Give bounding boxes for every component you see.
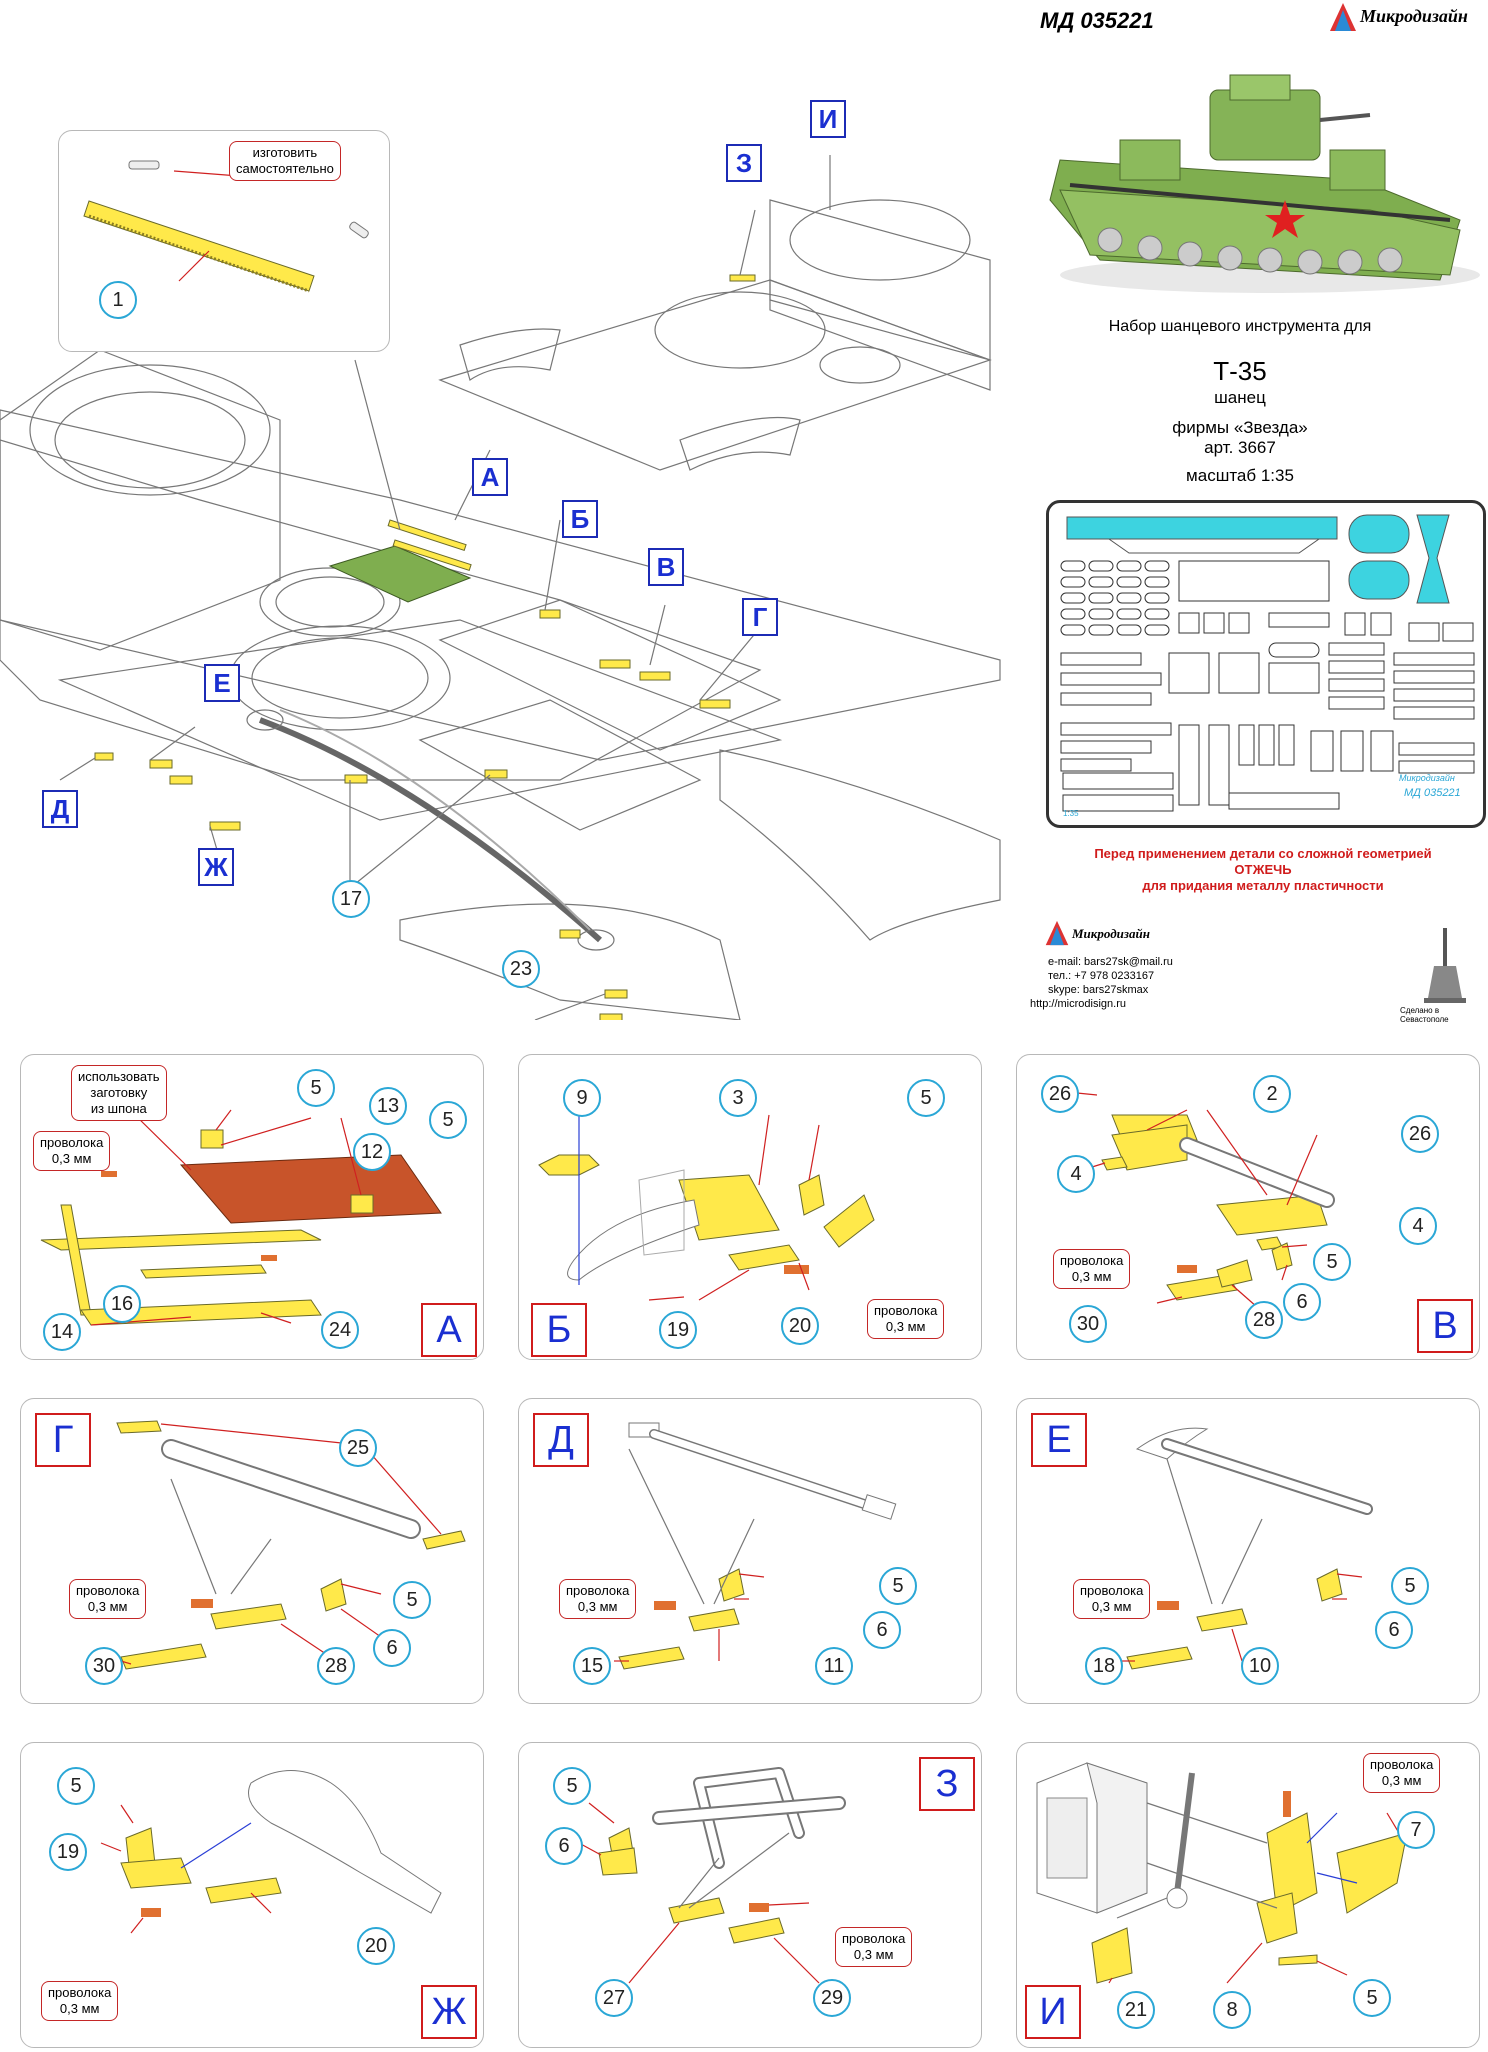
part-number: 12 bbox=[353, 1133, 391, 1171]
part-number: 7 bbox=[1397, 1811, 1435, 1849]
part-number: 13 bbox=[369, 1087, 407, 1125]
part-number: 26 bbox=[1041, 1075, 1079, 1113]
part-number: 19 bbox=[659, 1311, 697, 1349]
part-number: 5 bbox=[429, 1101, 467, 1139]
part-number: 5 bbox=[879, 1567, 917, 1605]
panel-A bbox=[20, 1054, 484, 1360]
part-number: 3 bbox=[719, 1079, 757, 1117]
part-number: 6 bbox=[1283, 1283, 1321, 1321]
part-number: 27 bbox=[595, 1979, 633, 2017]
part-number: 5 bbox=[297, 1069, 335, 1107]
callout-Z: З bbox=[726, 144, 762, 182]
part-number: 18 bbox=[1085, 1647, 1123, 1685]
part-number: 6 bbox=[373, 1629, 411, 1667]
part-number: 5 bbox=[393, 1581, 431, 1619]
panel-letter: З bbox=[919, 1757, 975, 1811]
part-number: 16 bbox=[103, 1285, 141, 1323]
warning-line-1: Перед применением детали со сложной геометрией bbox=[1094, 846, 1432, 861]
etch-fret bbox=[1046, 500, 1486, 828]
article-code: МД 035221 bbox=[1040, 8, 1154, 33]
panel-letter: Б bbox=[531, 1303, 587, 1357]
warning-line-2: ОТЖЕЧЬ bbox=[1234, 862, 1292, 877]
scale: масштаб 1:35 bbox=[1186, 466, 1294, 485]
wire-note: проволока 0,3 мм bbox=[69, 1579, 146, 1619]
kit-subtitle: шанец bbox=[1214, 388, 1266, 407]
part-number: 29 bbox=[813, 1979, 851, 2017]
panel-E bbox=[1016, 1398, 1480, 1704]
sevastopol-monument-icon bbox=[1420, 926, 1470, 1006]
wire-note: проволока 0,3 мм bbox=[835, 1927, 912, 1967]
panel-letter: Д bbox=[533, 1413, 589, 1467]
wire-note: проволока 0,3 мм bbox=[1363, 1753, 1440, 1793]
tank-photo bbox=[1040, 70, 1480, 300]
part-number: 5 bbox=[553, 1767, 591, 1805]
part-number: 11 bbox=[815, 1647, 853, 1685]
warning-line-3: для придания металлу пластичности bbox=[1142, 878, 1384, 893]
contact-phone: тел.: +7 978 0233167 bbox=[1048, 970, 1155, 982]
part-number: 6 bbox=[1375, 1611, 1413, 1649]
part-number: 26 bbox=[1401, 1115, 1439, 1153]
fret-scale: 1:35 bbox=[1063, 809, 1079, 818]
part-number: 1 bbox=[99, 281, 137, 319]
wire-note: проволока 0,3 мм bbox=[33, 1131, 110, 1171]
model-name: Т-35 bbox=[1213, 356, 1267, 386]
part-number: 6 bbox=[545, 1827, 583, 1865]
part-number: 6 bbox=[863, 1611, 901, 1649]
part-number: 15 bbox=[573, 1647, 611, 1685]
panel-G bbox=[20, 1398, 484, 1704]
fret-brand: Микродизайн bbox=[1399, 773, 1455, 783]
wire-note: проволока 0,3 мм bbox=[867, 1299, 944, 1339]
contact-skype: skype: bars27skmax bbox=[1048, 984, 1149, 996]
article-number: арт. 3667 bbox=[1204, 438, 1276, 457]
contacts bbox=[1030, 920, 1230, 1020]
part-number: 17 bbox=[332, 880, 370, 918]
contact-email[interactable]: e-mail: bars27sk@mail.ru bbox=[1048, 956, 1173, 968]
part-number: 28 bbox=[317, 1647, 355, 1685]
panel-I bbox=[1016, 1742, 1480, 2048]
part-number: 19 bbox=[49, 1833, 87, 1871]
maker: фирмы «Звезда» bbox=[1172, 418, 1308, 437]
part-number: 5 bbox=[907, 1079, 945, 1117]
panel-letter: Г bbox=[35, 1413, 91, 1467]
made-in: Сделано в Севастополе bbox=[1400, 1006, 1449, 1024]
part-number: 4 bbox=[1057, 1155, 1095, 1193]
part-number: 30 bbox=[85, 1647, 123, 1685]
panel-V bbox=[1016, 1054, 1480, 1360]
part-number: 20 bbox=[357, 1927, 395, 1965]
panel-B bbox=[518, 1054, 982, 1360]
panel-letter: В bbox=[1417, 1299, 1473, 1353]
part-number: 21 bbox=[1117, 1991, 1155, 2029]
part-number: 9 bbox=[563, 1079, 601, 1117]
callout-I: И bbox=[810, 100, 846, 138]
part-number: 8 bbox=[1213, 1991, 1251, 2029]
part-number: 4 bbox=[1399, 1207, 1437, 1245]
panel-Z bbox=[518, 1742, 982, 2048]
part-number: 5 bbox=[1353, 1979, 1391, 2017]
part-number: 5 bbox=[57, 1767, 95, 1805]
brand-name: Микродизайн bbox=[1360, 6, 1468, 26]
panel-letter: Е bbox=[1031, 1413, 1087, 1467]
contact-url[interactable]: http://microdisign.ru bbox=[1030, 998, 1126, 1010]
part-number: 30 bbox=[1069, 1305, 1107, 1343]
part-number: 5 bbox=[1313, 1243, 1351, 1281]
panel-letter: И bbox=[1025, 1985, 1081, 2039]
wire-note: проволока 0,3 мм bbox=[1073, 1579, 1150, 1619]
wire-note: проволока 0,3 мм bbox=[41, 1981, 118, 2021]
wire-note: проволока 0,3 мм bbox=[1053, 1249, 1130, 1289]
callout-G: Г bbox=[742, 598, 778, 636]
fret-code: МД 035221 bbox=[1404, 787, 1461, 799]
brand-logo-icon bbox=[1328, 2, 1358, 32]
callout-V: В bbox=[648, 548, 684, 586]
part-number: 28 bbox=[1245, 1301, 1283, 1339]
part-number: 23 bbox=[502, 950, 540, 988]
part-number: 25 bbox=[339, 1429, 377, 1467]
inset-note: изготовить самостоятельно bbox=[229, 141, 341, 181]
panel-letter: Ж bbox=[421, 1985, 477, 2039]
callout-Zh: Ж bbox=[198, 848, 234, 886]
panel-Zh bbox=[20, 1742, 484, 2048]
callout-A: А bbox=[472, 458, 508, 496]
brand-logo bbox=[1328, 2, 1478, 36]
inset-part1 bbox=[58, 130, 390, 352]
veneer-note: использовать заготовку из шпона bbox=[71, 1065, 167, 1121]
contacts-brand: Микродизайн bbox=[1072, 926, 1150, 941]
kit-title: Набор шанцевого инструмента для bbox=[1108, 318, 1372, 335]
panel-D bbox=[518, 1398, 982, 1704]
part-number: 2 bbox=[1253, 1075, 1291, 1113]
panel-letter: А bbox=[421, 1303, 477, 1357]
callout-D: Д bbox=[42, 790, 78, 828]
callout-B: Б bbox=[562, 500, 598, 538]
callout-E: Е bbox=[204, 664, 240, 702]
part-number: 20 bbox=[781, 1307, 819, 1345]
part-number: 10 bbox=[1241, 1647, 1279, 1685]
part-number: 14 bbox=[43, 1313, 81, 1351]
part-number: 5 bbox=[1391, 1567, 1429, 1605]
part-number: 24 bbox=[321, 1311, 359, 1349]
wire-note: проволока 0,3 мм bbox=[559, 1579, 636, 1619]
contacts-logo-icon bbox=[1044, 920, 1070, 946]
